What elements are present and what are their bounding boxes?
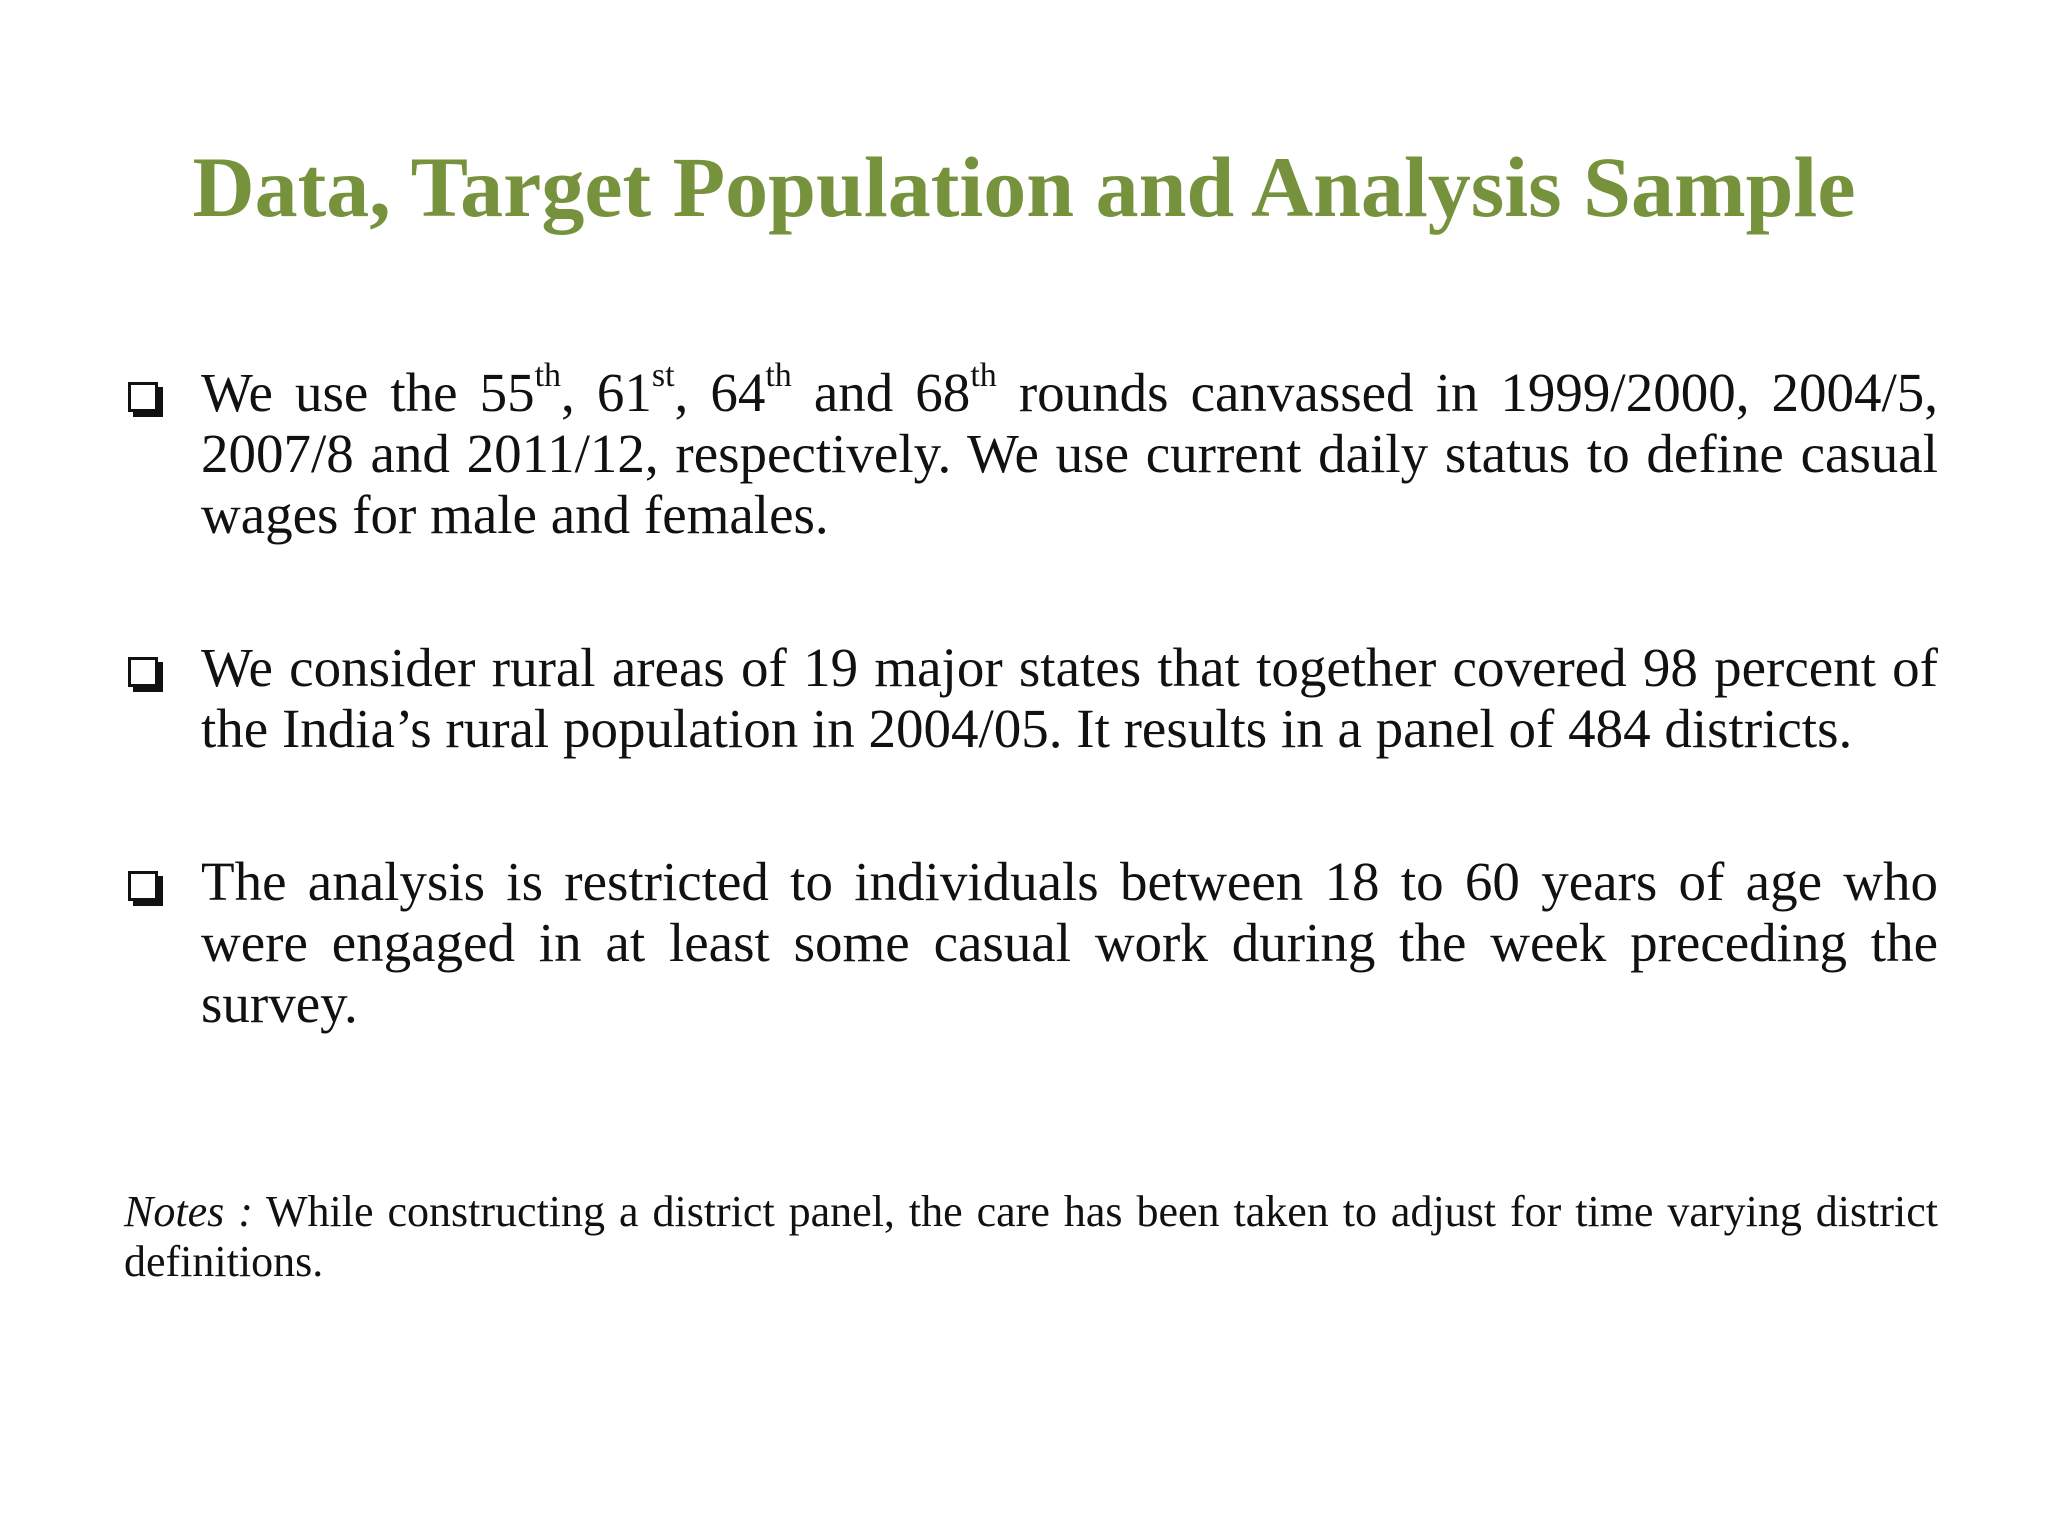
checkbox-square-icon [128, 657, 160, 689]
bullet-item [128, 356, 1939, 545]
slide-title: Data, Target Population and Analysis Sample [192, 139, 1856, 235]
bullet-text: The analysis is restricted to individuals between 18 to 60 years of age who were engaged in at least some casual work during the week preceding the survey. [201, 851, 1938, 1034]
bullet-item [128, 851, 1938, 1034]
notes-text: While constructing a district panel, the care has been taken to adjust for time varying district definitions. [124, 1187, 1938, 1286]
checkbox-square-icon [128, 382, 160, 414]
bullet-list [128, 356, 1939, 1126]
ordinal-suffix: st [651, 356, 675, 394]
notes [124, 1187, 1938, 1287]
ordinal-suffix: th [534, 356, 562, 394]
notes-label: Notes : [124, 1187, 253, 1236]
checkbox-square-icon [128, 871, 160, 903]
bullet-text: We consider rural areas of 19 major states that together covered 98 percent of the India’s rural population in 2004/05. It results in a panel of 484 districts. [201, 637, 1938, 759]
bullet-text: We use the 55th, 61st, 64th and 68th rounds canvassed in 1999/2000, 2004/5, 2007/8 and 2011/12, respectively. We use current daily status to define casual wages for male and females. [201, 356, 1939, 545]
ordinal-suffix: th [970, 356, 997, 394]
bullet-item [128, 637, 1938, 759]
ordinal-suffix: th [765, 356, 792, 394]
